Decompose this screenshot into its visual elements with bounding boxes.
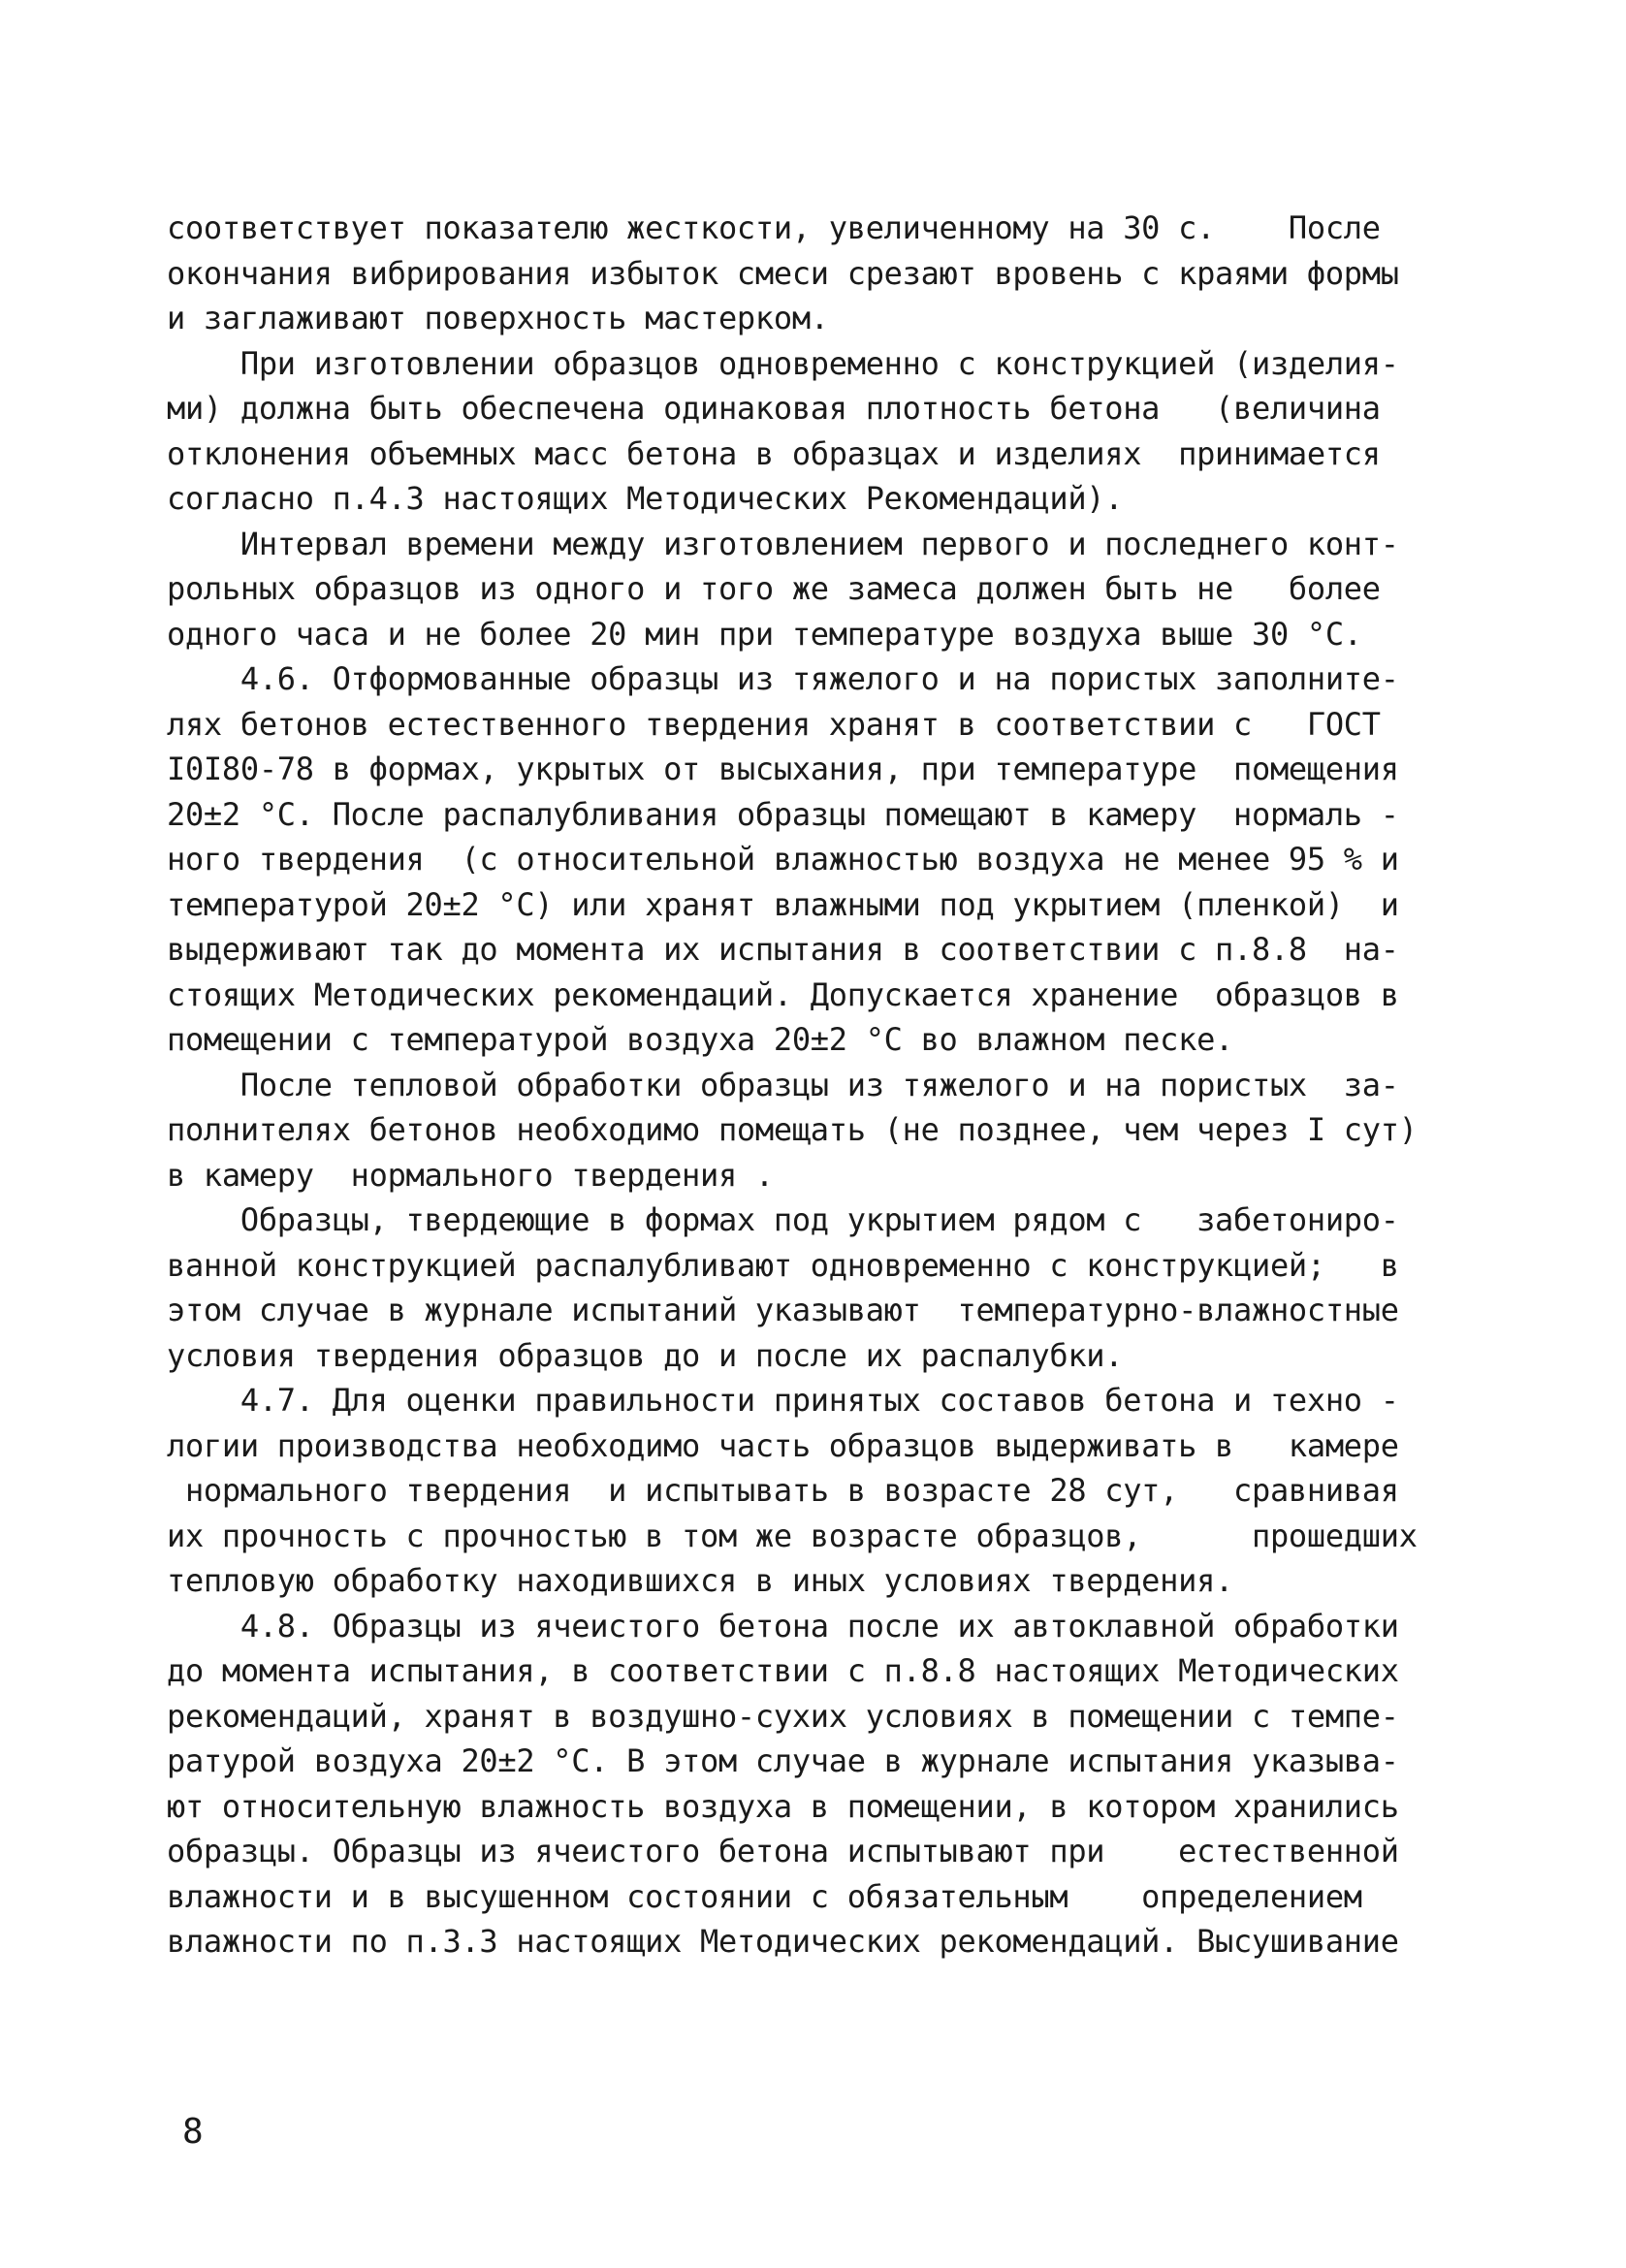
text-line: 20±2 °С. После распалубливания образцы помещают в камеру нормаль - <box>167 795 1399 833</box>
text-line: стоящих Методических рекомендаций. Допускается хранение образцов в <box>167 975 1399 1013</box>
text-line: рольных образцов из одного и того же замеса должен быть не более <box>167 570 1381 607</box>
text-line: одного часа и не более 20 мин при температуре воздуха выше 30 °С. <box>167 615 1362 653</box>
text-line: логии производства необходимо часть образцов выдерживать в камере <box>167 1426 1399 1464</box>
text-line: согласно п.4.3 настоящих Методических Рекомендаций). <box>167 480 1124 517</box>
text-line: окончания вибрирования избыток смеси срезают вровень с краями формы <box>167 254 1399 292</box>
text-line: рекомендаций, хранят в воздушно-сухих условиях в помещении с темпе- <box>167 1697 1399 1735</box>
text-line: Интервал времени между изготовлением первого и последнего конт- <box>167 525 1399 562</box>
text-line: лях бетонов естественного твердения хранят в соответствии с ГОСТ <box>167 705 1381 743</box>
text-line: I0I80-78 в формах, укрытых от высыхания, при температуре помещения <box>167 751 1399 787</box>
text-line: 4.7. Для оценки правильности принятых составов бетона и техно - <box>167 1382 1399 1419</box>
text-line: соответствует показателю жесткости, увеличенному на 30 с. После <box>167 209 1381 246</box>
body-text <box>167 206 1427 1965</box>
text-line: При изготовлении образцов одновременно с конструкцией (изделия- <box>167 344 1399 382</box>
text-line: ратурой воздуха 20±2 °С. В этом случае в журнале испытания указыва- <box>167 1742 1399 1779</box>
text-line: ванной конструкцией распалубливают одновременно с конструкцией; в <box>167 1246 1399 1284</box>
text-line: ного твердения (с относительной влажностью воздуха не менее 95 % и <box>167 841 1399 878</box>
text-line: их прочность с прочностью в том же возрасте образцов, прошедших <box>167 1517 1418 1554</box>
text-line: этом случае в журнале испытаний указывают температурно-влажностные <box>167 1292 1399 1328</box>
text-line: температурой 20±2 °С) или хранят влажными под укрытием (пленкой) и <box>167 885 1399 923</box>
text-line: 4.6. Отформованные образцы из тяжелого и на пористых заполните- <box>167 660 1399 697</box>
text-line: влажности и в высушенном состоянии с обязательным определением <box>167 1877 1362 1915</box>
text-line: до момента испытания, в соответствии с п.8.8 настоящих Методических <box>167 1652 1399 1689</box>
text-line: После тепловой обработки образцы из тяжелого и на пористых за- <box>167 1066 1399 1103</box>
text-line: нормального твердения и испытывать в возрасте 28 сут, сравнивая <box>167 1472 1399 1509</box>
text-line: влажности по п.3.3 настоящих Методических рекомендаций. Высушивание <box>167 1923 1399 1960</box>
text-line: отклонения объемных масс бетона в образцах и изделиях принимается <box>167 434 1381 472</box>
text-line: условия твердения образцов до и после их распалубки. <box>167 1336 1124 1374</box>
page-number: 8 <box>182 2112 204 2152</box>
text-line: ми) должна быть обеспечена одинаковая плотность бетона (величина <box>167 390 1381 427</box>
text-line: ют относительную влажность воздуха в помещении, в котором хранились <box>167 1787 1399 1825</box>
text-line: помещении с температурой воздуха 20±2 °С во влажном песке. <box>167 1021 1234 1058</box>
text-line: полнителях бетонов необходимо помещать (не позднее, чем через I сут) <box>167 1111 1418 1148</box>
text-line: образцы. Образцы из ячеистого бетона испытывают при естественной <box>167 1833 1399 1869</box>
text-line: и заглаживают поверхность мастерком. <box>167 300 829 336</box>
text-line: 4.8. Образцы из ячеистого бетона после их автоклавной обработки <box>167 1607 1399 1645</box>
text-line: тепловую обработку находившихся в иных условиях твердения. <box>167 1562 1234 1599</box>
text-line: выдерживают так до момента их испытания в соответствии с п.8.8 на- <box>167 931 1399 968</box>
text-line: Образцы, твердеющие в формах под укрытием рядом с забетониро- <box>167 1201 1399 1238</box>
text-line: в камеру нормального твердения . <box>167 1156 774 1194</box>
